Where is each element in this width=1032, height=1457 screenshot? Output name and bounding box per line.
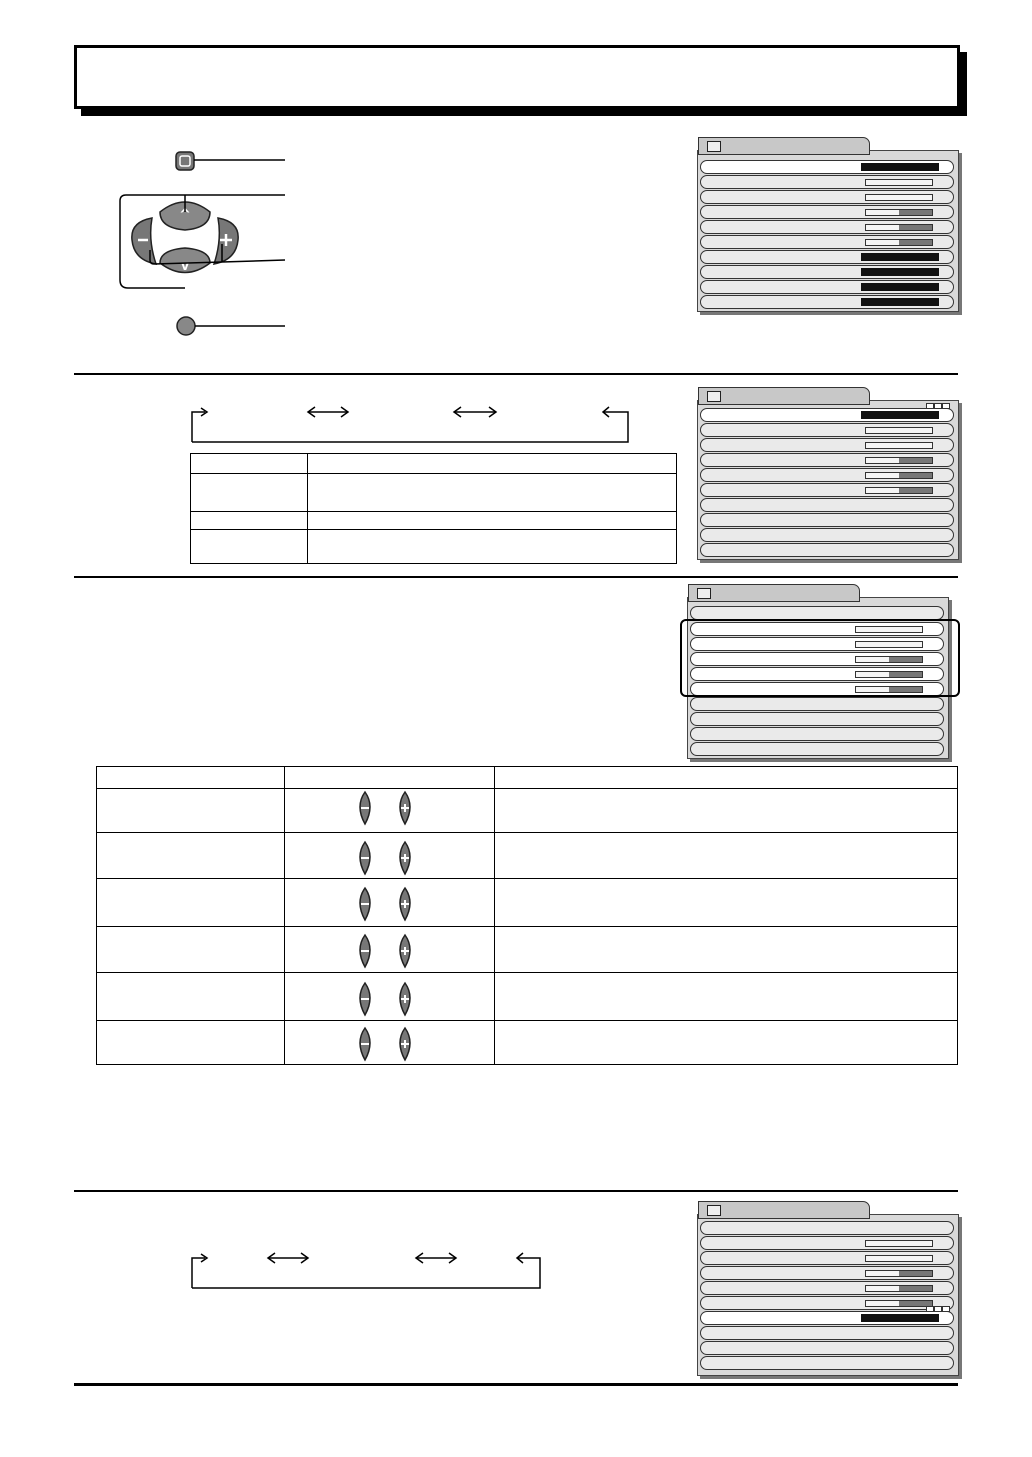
menu-button-icon: [176, 152, 194, 170]
osd-row: [700, 160, 954, 174]
tv-icon: [697, 588, 711, 599]
table-row: [97, 789, 958, 833]
osd-row: [690, 742, 944, 756]
osd-row: [700, 528, 954, 542]
bidirectional-arrow-icon: [308, 407, 348, 417]
bidirectional-arrow-icon: [268, 1253, 308, 1263]
osd-menu-panel-1: [697, 150, 959, 312]
mode-cycle-diagram-2: [185, 1248, 550, 1294]
osd-row: [690, 727, 944, 741]
minus-button-icon: [132, 218, 156, 264]
osd-row: [700, 543, 954, 557]
remote-diagram: [110, 140, 300, 345]
osd-tab: [698, 1201, 870, 1219]
osd-row: [700, 175, 954, 189]
osd-row: [700, 1311, 954, 1325]
svg-text:v: v: [181, 259, 189, 273]
page-title-box: [74, 45, 960, 109]
return-button-icon: [177, 317, 195, 335]
osd-row: [700, 295, 954, 309]
osd-row: [700, 1236, 954, 1250]
osd-row: [700, 483, 954, 497]
table-row: [97, 879, 958, 927]
adjust-table-header: [495, 767, 958, 789]
osd-highlight-frame: [680, 619, 960, 697]
osd-menu-panel-4: [697, 1214, 959, 1376]
osd-row: [700, 1341, 954, 1355]
osd-row: [700, 1266, 954, 1280]
osd-row: [700, 265, 954, 279]
osd-row: [690, 697, 944, 711]
adjust-table-header: [285, 767, 495, 789]
osd-row: [690, 712, 944, 726]
down-button-icon: [160, 248, 210, 273]
osd-row: [700, 1281, 954, 1295]
tv-icon: [707, 141, 721, 152]
bidirectional-arrow-icon: [416, 1253, 456, 1263]
minus-key-icon: [360, 792, 370, 824]
section-divider: [74, 576, 958, 578]
osd-row: [700, 205, 954, 219]
osd-tab: [698, 137, 870, 155]
osd-row: [700, 1296, 954, 1310]
key-icon-column: [350, 790, 420, 1065]
osd-row: [700, 1251, 954, 1265]
adjust-table: [96, 766, 958, 1065]
table-row: [97, 927, 958, 973]
bidirectional-arrow-icon: [454, 407, 496, 417]
osd-row: [700, 190, 954, 204]
osd-row: [700, 453, 954, 467]
osd-menu-panel-2: [697, 400, 959, 560]
osd-row: [700, 513, 954, 527]
osd-row: [700, 498, 954, 512]
osd-row: [700, 423, 954, 437]
osd-row: [700, 280, 954, 294]
osd-row: [700, 1221, 954, 1235]
section-divider: [74, 373, 958, 375]
osd-row: [700, 235, 954, 249]
osd-row: [700, 468, 954, 482]
svg-text:^: ^: [179, 207, 191, 223]
osd-row: [690, 606, 944, 620]
osd-row: [700, 250, 954, 264]
page-bottom-rule: [74, 1383, 958, 1386]
section-divider: [74, 1190, 958, 1192]
osd-row: [700, 438, 954, 452]
tv-icon: [707, 391, 721, 402]
osd-tab: [698, 387, 870, 405]
osd-row: [700, 1326, 954, 1340]
table-row: [97, 1021, 958, 1065]
table-row: [97, 973, 958, 1021]
mode-table: [190, 453, 677, 564]
tv-icon: [707, 1205, 721, 1216]
osd-tab: [688, 584, 860, 602]
plus-key-icon: [400, 792, 410, 824]
osd-row: [700, 1356, 954, 1370]
mode-cycle-diagram: [185, 402, 635, 448]
osd-row: [700, 220, 954, 234]
osd-row: [700, 408, 954, 422]
table-row: [97, 833, 958, 879]
adjust-table-header: [97, 767, 285, 789]
plus-button-icon: [214, 218, 238, 264]
